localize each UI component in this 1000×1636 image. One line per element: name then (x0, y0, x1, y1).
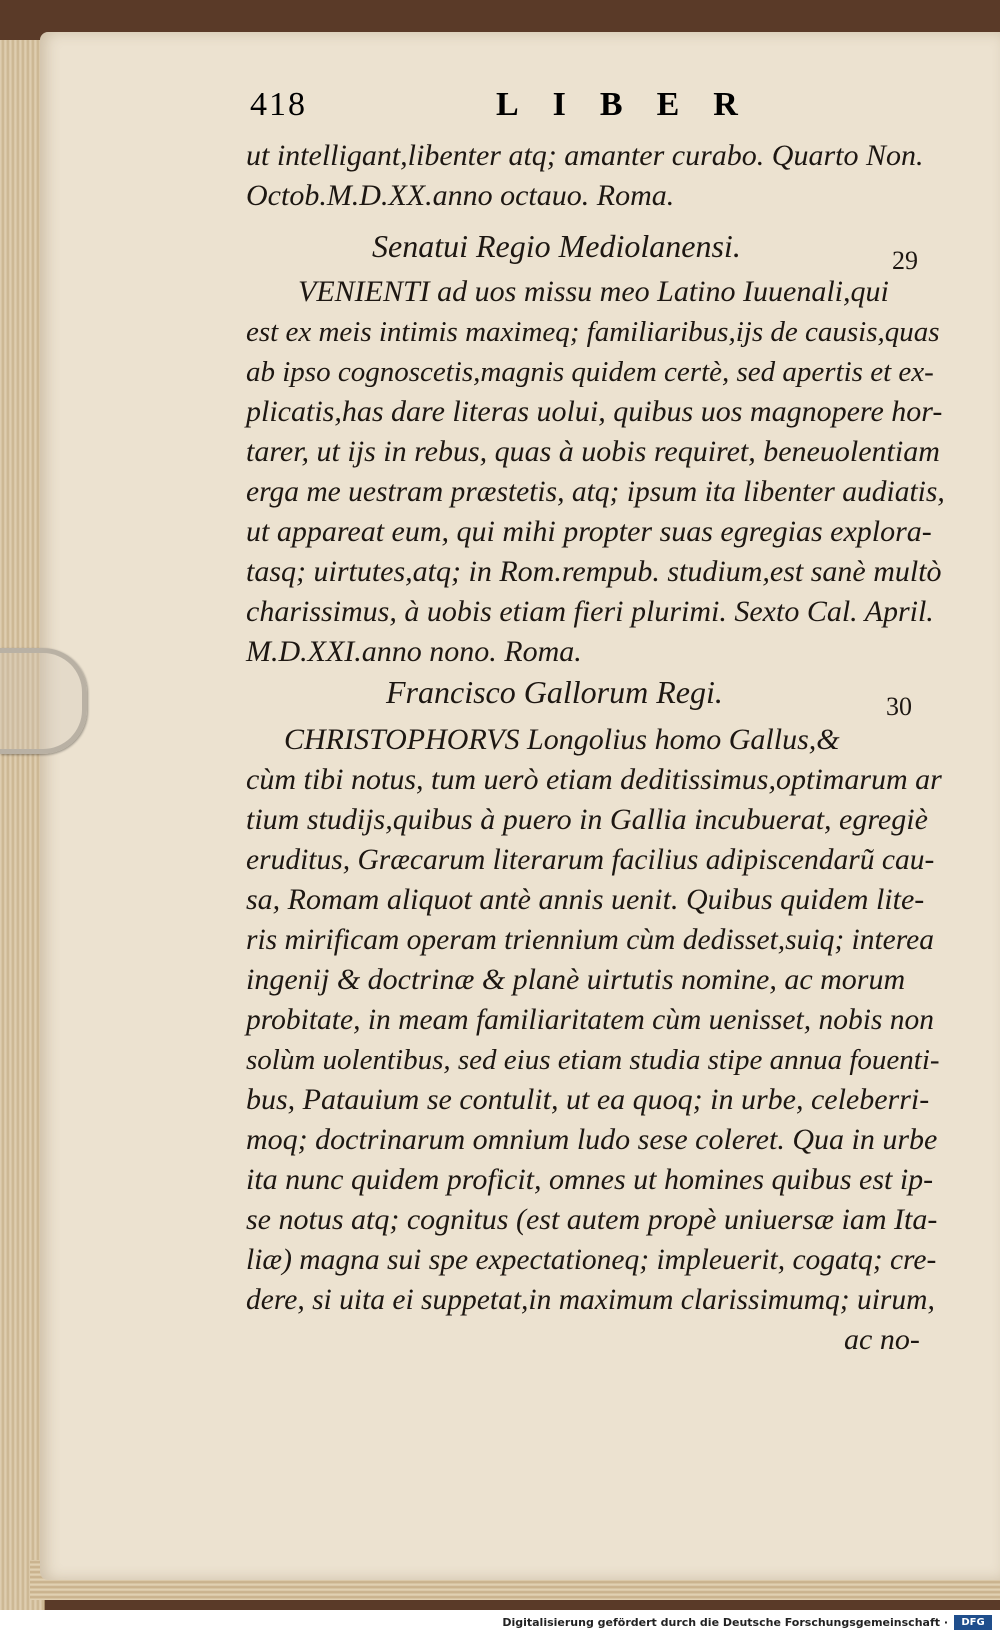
text-line: plicatis,has dare literas uolui, quibus uos magnopere hor- (246, 395, 943, 428)
letter-number: 29 (892, 246, 918, 275)
text-line: tium studijs,quibus à puero in Gallia incubuerat, egregiè (246, 803, 928, 836)
text-line: M.D.XXI.anno nono. Roma. (246, 635, 582, 668)
text-line: cùm tibi notus, tum uerò etiam deditissimus,optimarum ar (246, 763, 942, 796)
text-line: ingenij & doctrinæ & planè uirtutis nomine, ac morum (246, 963, 906, 996)
text-line: est ex meis intimis maximeq; familiaribus,ijs de causis,quas (246, 316, 940, 348)
text-line: se notus atq; cognitus (est autem propè uniuersæ iam Ita- (246, 1203, 938, 1236)
text-line: CHRISTOPHORVS Longolius homo Gallus,& (284, 723, 840, 756)
text-line: erga me uestram præstetis, atq; ipsum ita libenter audiatis, (246, 476, 945, 508)
text-line: moq; doctrinarum omnium ludo sese coleret. Qua in urbe (246, 1123, 938, 1156)
text-line: VENIENTI ad uos missu meo Latino Iuuenali,qui (298, 275, 889, 308)
digitization-footer (0, 1610, 1000, 1636)
page-stack-left (0, 40, 45, 1610)
text-line: tasq; uirtutes,atq; in Rom.rempub. studium,est sanè multò (246, 555, 942, 588)
text-line: dere, si uita ei suppetat,in maximum clarissimumq; uirum, (246, 1284, 935, 1316)
page-clip (0, 648, 87, 754)
text-line: ut intelligant,libenter atq; amanter curabo. Quarto Non. (246, 139, 924, 172)
letter-heading: Francisco Gallorum Regi. (386, 674, 723, 710)
page-header (250, 86, 772, 130)
page-number: 418 (250, 86, 307, 123)
text-line: ita nunc quidem proficit, omnes ut homines quibus est ip- (246, 1163, 934, 1196)
text-line: sa, Romam aliquot antè annis uenit. Quibus quidem lite- (246, 883, 925, 916)
footer-credit: Digitalisierung gefördert durch die Deutsche Forschungsgemeinschaft · (502, 1616, 948, 1629)
text-line: solùm uolentibus, sed eius etiam studia stipe annua fouenti- (246, 1044, 940, 1076)
dfg-logo-icon: DFG (954, 1615, 992, 1630)
text-line: tarer, ut ijs in rebus, quas à uobis requiret, beneuolentiam (246, 435, 940, 468)
running-title: LIBER (496, 86, 772, 123)
letter-heading: Senatui Regio Mediolanensi. (372, 228, 741, 264)
text-line: eruditus, Græcarum literarum facilius adipiscendarũ cau- (246, 844, 935, 876)
text-line: bus, Patauium se contulit, ut ea quoq; in urbe, celeberri- (246, 1083, 930, 1116)
catchword: ac no- (844, 1323, 920, 1356)
letter-number: 30 (886, 692, 912, 721)
text-line: Octob.M.D.XX.anno octauo. Roma. (246, 179, 675, 212)
text-line: probitate, in meam familiaritatem cùm uenisset, nobis non (246, 1004, 935, 1036)
text-line: ab ipso cognoscetis,magnis quidem certè, sed apertis et ex- (246, 356, 934, 388)
text-line: charissimus, à uobis etiam fieri plurimi. Sexto Cal. April. (246, 595, 934, 628)
text-line: ut appareat eum, qui mihi propter suas egregias explora- (246, 515, 932, 548)
text-line: ris mirificam operam triennium cùm dedisset,suiq; interea (246, 924, 934, 956)
text-line: liæ) magna sui spe expectationeq; impleuerit, cogatq; cre- (246, 1244, 937, 1276)
